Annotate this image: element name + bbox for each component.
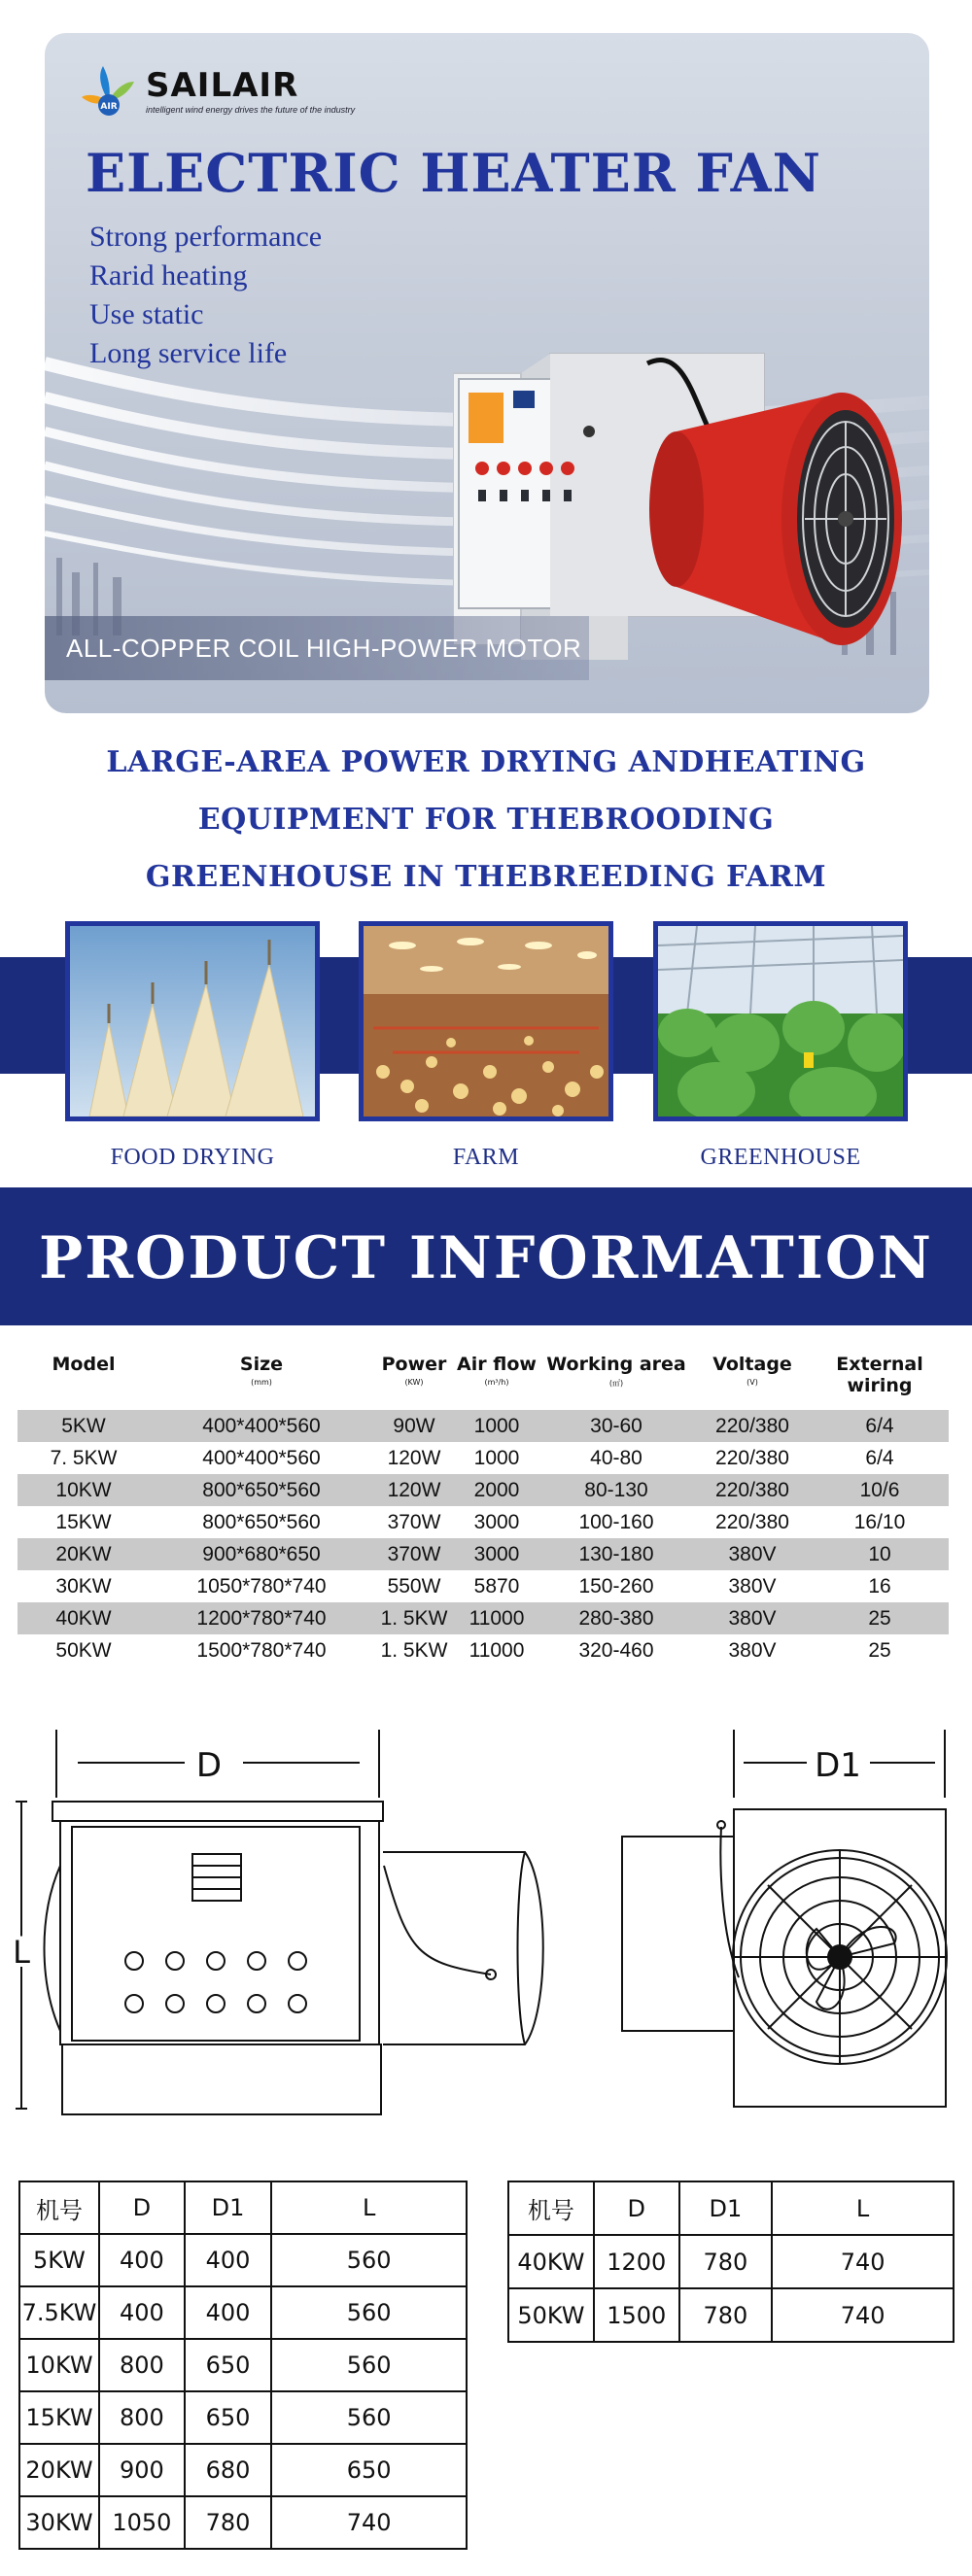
dimension-table-right (507, 2181, 955, 2343)
brand-tagline: intelligent wind energy drives the future of the industry (146, 105, 356, 115)
table-cell: 1050*780*740 (150, 1570, 373, 1602)
sailair-logo-icon (80, 62, 138, 120)
feature-item: Rarid heating (89, 259, 248, 292)
table-cell: 5870 (455, 1570, 538, 1602)
spec-header-model: Model (52, 1354, 116, 1375)
table-cell: 15KW (17, 1506, 150, 1538)
table-cell: 900*680*650 (150, 1538, 373, 1570)
table-cell: 3000 (455, 1506, 538, 1538)
table-cell: 380V (694, 1634, 811, 1666)
feature-item: Long service life (89, 337, 288, 369)
table-cell: 740 (772, 2235, 954, 2288)
table-cell: 740 (772, 2288, 954, 2342)
spec-header-airflow: Air flow (m³/h) (457, 1354, 537, 1387)
dimension-header: D1 (185, 2181, 272, 2234)
table-cell: 740 (271, 2496, 467, 2549)
hero-banner (45, 33, 929, 713)
table-cell: 1. 5KW (373, 1602, 455, 1634)
table-cell: 400*400*560 (150, 1410, 373, 1442)
table-cell: 1500 (594, 2288, 679, 2342)
application-label: GREENHOUSE (700, 1145, 861, 1170)
table-cell: 370W (373, 1538, 455, 1570)
table-cell: 2000 (455, 1474, 538, 1506)
table-cell: 40KW (17, 1602, 150, 1634)
table-row (508, 2288, 954, 2342)
application-card-food-drying (65, 921, 320, 1121)
table-row (17, 1570, 949, 1602)
table-cell: 320-460 (538, 1634, 694, 1666)
table-cell: 400*400*560 (150, 1442, 373, 1474)
table-cell: 1200*780*740 (150, 1602, 373, 1634)
table-cell: 400 (185, 2286, 272, 2339)
table-cell: 400 (185, 2234, 272, 2286)
table-cell: 80-130 (538, 1474, 694, 1506)
application-headline (0, 734, 972, 906)
application-label: FARM (452, 1145, 520, 1170)
table-cell: 560 (271, 2339, 467, 2391)
table-cell: 780 (679, 2235, 773, 2288)
table-cell: 800 (99, 2339, 185, 2391)
table-row (17, 1602, 949, 1634)
table-cell: 7.5KW (19, 2286, 99, 2339)
table-cell: 1000 (455, 1410, 538, 1442)
feature-item: Use static (89, 298, 204, 330)
table-row (19, 2496, 467, 2549)
table-cell: 220/380 (694, 1474, 811, 1506)
product-info-title: PRODUCT INFORMATION (38, 1224, 934, 1292)
table-row (19, 2391, 467, 2444)
table-cell: 5KW (19, 2234, 99, 2286)
dimension-header: D1 (679, 2181, 773, 2235)
feature-list (89, 218, 322, 373)
table-row (17, 1506, 949, 1538)
dimension-header: 机号 (508, 2181, 594, 2235)
table-row (508, 2235, 954, 2288)
table-cell: 380V (694, 1602, 811, 1634)
dimension-header-row (19, 2181, 467, 2234)
spec-header-voltage: Voltage (V) (712, 1354, 792, 1387)
table-cell: 20KW (19, 2444, 99, 2496)
table-cell: 650 (271, 2444, 467, 2496)
spec-header-wiring: External wiring (836, 1354, 923, 1396)
table-cell: 650 (185, 2391, 272, 2444)
spec-table-body (17, 1410, 949, 1666)
table-cell: 10KW (19, 2339, 99, 2391)
drawing-label-d: D (195, 1746, 223, 1785)
table-cell: 100-160 (538, 1506, 694, 1538)
table-row (17, 1634, 949, 1666)
table-cell: 10/6 (811, 1474, 949, 1506)
table-cell: 800*650*560 (150, 1474, 373, 1506)
table-cell: 30KW (19, 2496, 99, 2549)
dimension-header-row (508, 2181, 954, 2235)
table-cell: 25 (811, 1634, 949, 1666)
table-cell: 30KW (17, 1570, 150, 1602)
table-cell: 7. 5KW (17, 1442, 150, 1474)
spec-header-size: Size (mm) (239, 1354, 284, 1387)
table-cell: 780 (185, 2496, 272, 2549)
table-cell: 1000 (455, 1442, 538, 1474)
table-cell: 400 (99, 2234, 185, 2286)
table-cell: 220/380 (694, 1410, 811, 1442)
table-cell: 400 (99, 2286, 185, 2339)
table-cell: 1200 (594, 2235, 679, 2288)
table-cell: 16/10 (811, 1506, 949, 1538)
table-row (17, 1538, 949, 1570)
table-cell: 220/380 (694, 1442, 811, 1474)
table-cell: 3000 (455, 1538, 538, 1570)
table-row (19, 2286, 467, 2339)
hero-title: ELECTRIC HEATER FAN (86, 142, 821, 204)
table-cell: 50KW (508, 2288, 594, 2342)
table-cell: 30-60 (538, 1410, 694, 1442)
table-cell: 25 (811, 1602, 949, 1634)
spec-table (17, 1346, 949, 1666)
spec-header-row (17, 1346, 949, 1410)
table-cell: 6/4 (811, 1410, 949, 1442)
table-cell: 20KW (17, 1538, 150, 1570)
table-cell: 370W (373, 1506, 455, 1538)
table-cell: 130-180 (538, 1538, 694, 1570)
table-row (17, 1442, 949, 1474)
headline-line: EQUIPMENT FOR THEBROODING (197, 803, 775, 837)
table-row (17, 1474, 949, 1506)
brand-name: SAILAIR (146, 66, 299, 105)
table-cell: 120W (373, 1442, 455, 1474)
greenhouse-photo-icon (658, 926, 903, 1116)
table-cell: 1500*780*740 (150, 1634, 373, 1666)
logo-badge: AIR (100, 102, 118, 112)
dimension-header: L (271, 2181, 467, 2234)
table-cell: 1050 (99, 2496, 185, 2549)
headline-line: LARGE-AREA POWER DRYING ANDHEATING (106, 745, 866, 779)
table-cell: 15KW (19, 2391, 99, 2444)
dimension-table-right-body (508, 2235, 954, 2342)
table-cell: 800*650*560 (150, 1506, 373, 1538)
spec-header-working-area: Working area (㎡) (546, 1354, 686, 1388)
table-cell: 16 (811, 1570, 949, 1602)
table-cell: 10 (811, 1538, 949, 1570)
drawing-label-d1: D1 (815, 1746, 861, 1785)
table-cell: 90W (373, 1410, 455, 1442)
table-cell: 560 (271, 2391, 467, 2444)
table-row (19, 2234, 467, 2286)
table-row (19, 2444, 467, 2496)
farm-photo-icon (364, 926, 608, 1116)
product-info-band (0, 1187, 972, 1325)
motor-banner (45, 616, 589, 680)
dimension-header: D (99, 2181, 185, 2234)
drawing-label-l: L (13, 1934, 30, 1971)
table-cell: 50KW (17, 1634, 150, 1666)
table-cell: 5KW (17, 1410, 150, 1442)
dimension-header: D (594, 2181, 679, 2235)
table-cell: 11000 (455, 1634, 538, 1666)
application-label: FOOD DRYING (110, 1145, 275, 1170)
table-row (19, 2339, 467, 2391)
table-cell: 680 (185, 2444, 272, 2496)
application-card-farm (359, 921, 613, 1121)
dimension-table-left-body (19, 2234, 467, 2549)
dimension-table-left (18, 2181, 468, 2550)
motor-banner-text: ALL-COPPER COIL HIGH-POWER MOTOR (66, 634, 582, 663)
table-cell: 220/380 (694, 1506, 811, 1538)
table-cell: 40-80 (538, 1442, 694, 1474)
dimension-header: L (772, 2181, 954, 2235)
table-cell: 900 (99, 2444, 185, 2496)
table-cell: 780 (679, 2288, 773, 2342)
table-row (17, 1410, 949, 1442)
brand-logo (80, 62, 355, 120)
application-card-greenhouse (653, 921, 908, 1121)
table-cell: 11000 (455, 1602, 538, 1634)
food-drying-photo-icon (70, 926, 315, 1116)
headline-line: GREENHOUSE IN THEBREEDING FARM (145, 860, 827, 894)
table-cell: 560 (271, 2234, 467, 2286)
table-cell: 6/4 (811, 1442, 949, 1474)
table-cell: 280-380 (538, 1602, 694, 1634)
dimension-drawing (0, 1720, 972, 2128)
spec-header-power: Power (KW) (381, 1354, 447, 1387)
table-cell: 120W (373, 1474, 455, 1506)
feature-item: Strong performance (89, 221, 323, 253)
dimension-header: 机号 (19, 2181, 99, 2234)
table-cell: 380V (694, 1538, 811, 1570)
table-cell: 550W (373, 1570, 455, 1602)
table-cell: 1. 5KW (373, 1634, 455, 1666)
table-cell: 10KW (17, 1474, 150, 1506)
table-cell: 380V (694, 1570, 811, 1602)
table-cell: 150-260 (538, 1570, 694, 1602)
table-cell: 560 (271, 2286, 467, 2339)
table-cell: 650 (185, 2339, 272, 2391)
table-cell: 800 (99, 2391, 185, 2444)
table-cell: 40KW (508, 2235, 594, 2288)
